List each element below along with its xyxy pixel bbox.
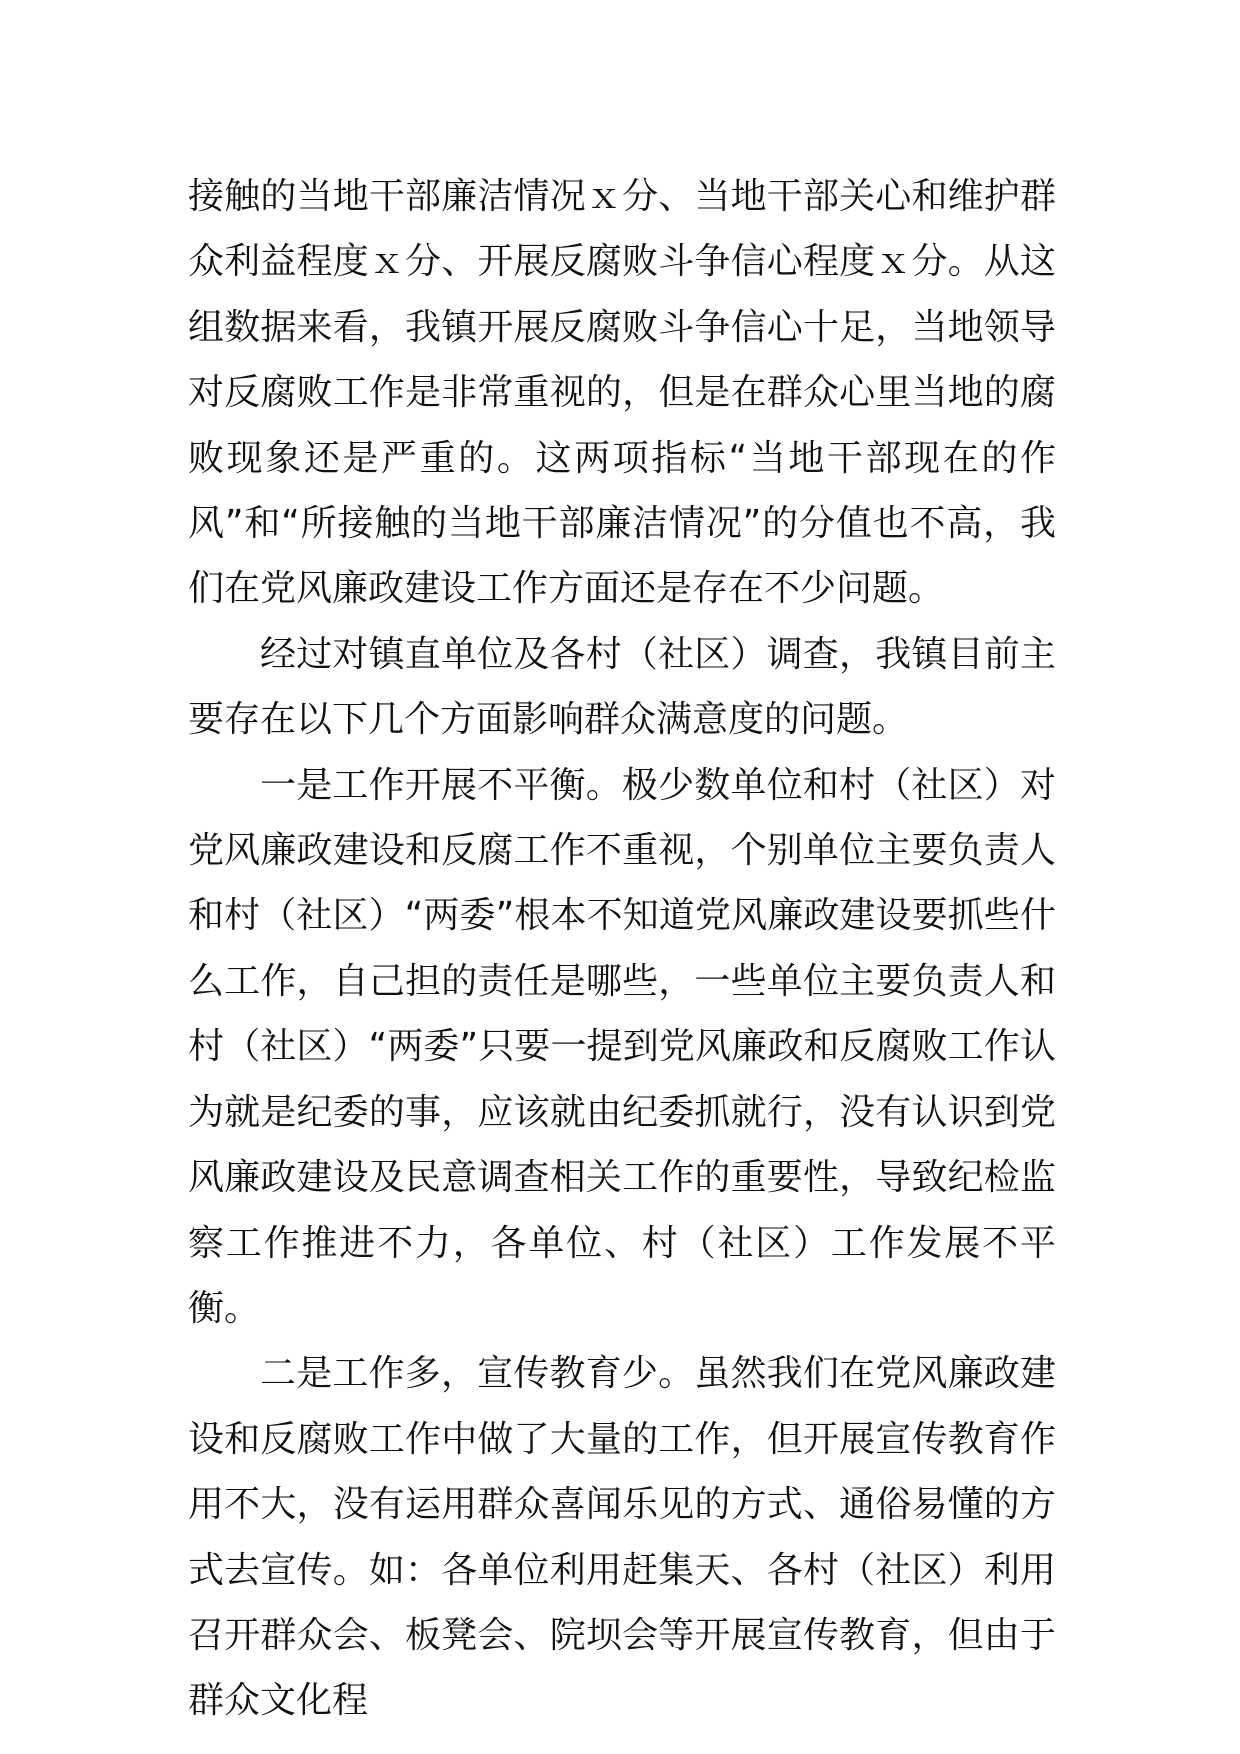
- paragraph-3: 一是工作开展不平衡。极少数单位和村（社区）对党风廉政建设和反腐工作不重视，个别单位主要负责人和村（社区）“两委”根本不知道党风廉政建设要抓些什么工作，自己担的责任是哪些，一些单位主要负责人和村（社区）“两委”只要一提到党风廉政和反腐败工作认为就是纪委的事，应该就由纪委抓就行，没有认识到党风廉政建设及民意调查相关工作的重要性，导致纪检监察工作推进不力，各单位、村（社区）工作发展不平衡。: [188, 764, 1056, 1329]
- paragraph-2: 经过对镇直单位及各村（社区）调查，我镇目前主要存在以下几个方面影响群众满意度的问题。: [188, 633, 1056, 741]
- paragraph-4: 二是工作多，宣传教育少。虽然我们在党风廉政建设和反腐败工作中做了大量的工作，但开展宣传教育作用不大，没有运用群众喜闻乐见的方式、通俗易懂的方式去宣传。如：各单位利用赶集天、各村（社区）利用召开群众会、板凳会、院坝会等开展宣传教育，但由于群众文化程: [188, 1353, 1056, 1722]
- document-body: [188, 164, 1056, 1734]
- paragraph-1: 接触的当地干部廉洁情况ｘ分、当地干部关心和维护群众利益程度ｘ分、开展反腐败斗争信心程度ｘ分。从这组数据来看，我镇开展反腐败斗争信心十足，当地领导对反腐败工作是非常重视的，但是在群众心里当地的腐败现象还是严重的。这两项指标“当地干部现在的作风”和“所接触的当地干部廉洁情况”的分值也不高，我们在党风廉政建设工作方面还是存在不少问题。: [188, 176, 1056, 610]
